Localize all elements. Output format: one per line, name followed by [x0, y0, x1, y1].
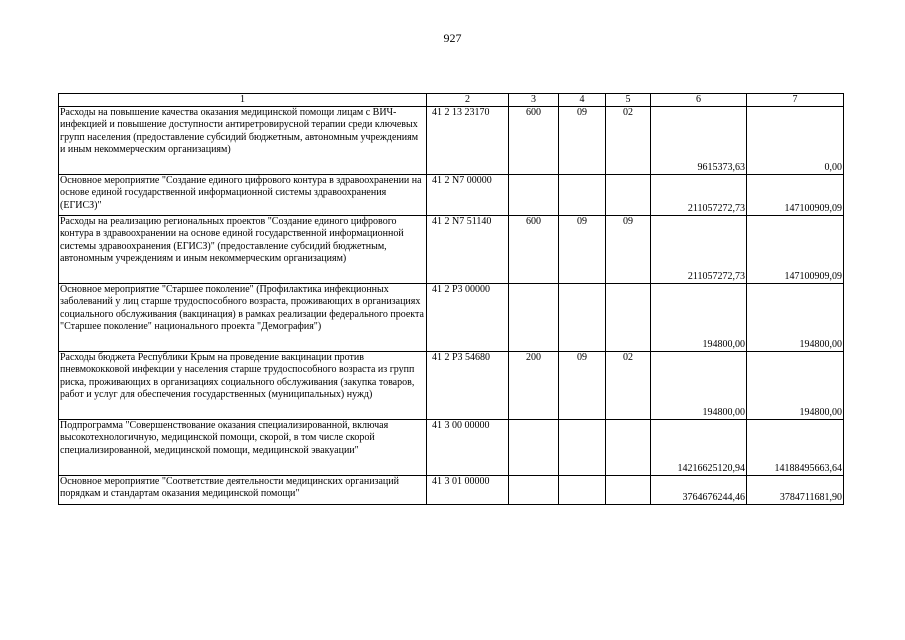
amount-first: 14216625120,94	[651, 420, 747, 476]
table-row	[59, 284, 844, 352]
subsection: 02	[606, 107, 651, 175]
amount-first: 194800,00	[651, 352, 747, 420]
subsection: 09	[606, 216, 651, 284]
table-row	[59, 107, 844, 175]
amount-first: 194800,00	[651, 284, 747, 352]
amount-second: 3784711681,90	[747, 476, 844, 505]
column-header: 3	[509, 94, 559, 107]
amount-first: 211057272,73	[651, 175, 747, 216]
amount-first: 211057272,73	[651, 216, 747, 284]
amount-second: 147100909,09	[747, 216, 844, 284]
column-header: 7	[747, 94, 844, 107]
subsection	[606, 476, 651, 505]
subsection	[606, 284, 651, 352]
expense-type: 200	[509, 352, 559, 420]
target-code: 41 2 N7 00000	[427, 175, 509, 216]
section	[559, 284, 606, 352]
target-code: 41 3 01 00000	[427, 476, 509, 505]
target-code: 41 3 00 00000	[427, 420, 509, 476]
expense-type	[509, 175, 559, 216]
page-number: 927	[443, 31, 462, 45]
table-row	[59, 420, 844, 476]
section: 09	[559, 352, 606, 420]
item-name: Расходы на повышение качества оказания медицинской помощи лицам с ВИЧ-инфекцией и повышение доступности антиретровирусной терапии среди ключевых групп населения (предоставление субсидий бюджетным, автономным учреждениям и иным некоммерческим организациям)	[59, 107, 427, 175]
target-code: 41 2 P3 00000	[427, 284, 509, 352]
amount-second: 0,00	[747, 107, 844, 175]
section	[559, 175, 606, 216]
table-row	[59, 476, 844, 505]
amount-second: 194800,00	[747, 352, 844, 420]
budget-table	[58, 93, 844, 505]
expense-type: 600	[509, 216, 559, 284]
expense-type: 600	[509, 107, 559, 175]
amount-first: 9615373,63	[651, 107, 747, 175]
column-header: 1	[59, 94, 427, 107]
section: 09	[559, 107, 606, 175]
expense-type	[509, 476, 559, 505]
table-row	[59, 216, 844, 284]
target-code: 41 2 P3 54680	[427, 352, 509, 420]
item-name: Расходы на реализацию региональных проектов "Создание единого цифрового контура в здравоохранении на основе единой государственной информационной системы здравоохранения (ЕГИСЗ)" (предоставление субсидий бюджетным, автономным учреждениям и иным некоммерческим организациям)	[59, 216, 427, 284]
item-name: Основное мероприятие "Соответствие деятельности медицинских организаций порядкам и стандартам оказания медицинской помощи"	[59, 476, 427, 505]
section	[559, 476, 606, 505]
subsection	[606, 420, 651, 476]
item-name: Основное мероприятие "Создание единого цифрового контура в здравоохранении на основе единой государственной информационной системы здравоохранения (ЕГИСЗ)"	[59, 175, 427, 216]
item-name: Расходы бюджета Республики Крым на проведение вакцинации против пневмококковой инфекции у населения старше трудоспособного возраста из групп риска, проживающих в организациях социального обслуживания (закупка товаров, работ и услуг для обеспечения государственных (муниципальных) нужд)	[59, 352, 427, 420]
table-row	[59, 175, 844, 216]
target-code: 41 2 N7 51140	[427, 216, 509, 284]
item-name: Подпрограмма "Совершенствование оказания специализированной, включая высокотехнологичную, медицинской помощи, скорой, в том числе скорой специализированной, медицинской помощи, медицинской эвакуации"	[59, 420, 427, 476]
section: 09	[559, 216, 606, 284]
column-header: 5	[606, 94, 651, 107]
expense-type	[509, 420, 559, 476]
column-header: 6	[651, 94, 747, 107]
table-header-row	[59, 94, 844, 107]
subsection: 02	[606, 352, 651, 420]
subsection	[606, 175, 651, 216]
expense-type	[509, 284, 559, 352]
section	[559, 420, 606, 476]
amount-second: 147100909,09	[747, 175, 844, 216]
amount-second: 14188495663,64	[747, 420, 844, 476]
amount-second: 194800,00	[747, 284, 844, 352]
amount-first: 3764676244,46	[651, 476, 747, 505]
target-code: 41 2 13 23170	[427, 107, 509, 175]
column-header: 4	[559, 94, 606, 107]
table-row	[59, 352, 844, 420]
item-name: Основное мероприятие "Старшее поколение" (Профилактика инфекционных заболеваний у лиц старше трудоспособного возраста, проживающих в организациях социального обслуживания (вакцинация) в рамках реализации федерального проекта "Старшее поколение" национального проекта "Демография")	[59, 284, 427, 352]
column-header: 2	[427, 94, 509, 107]
